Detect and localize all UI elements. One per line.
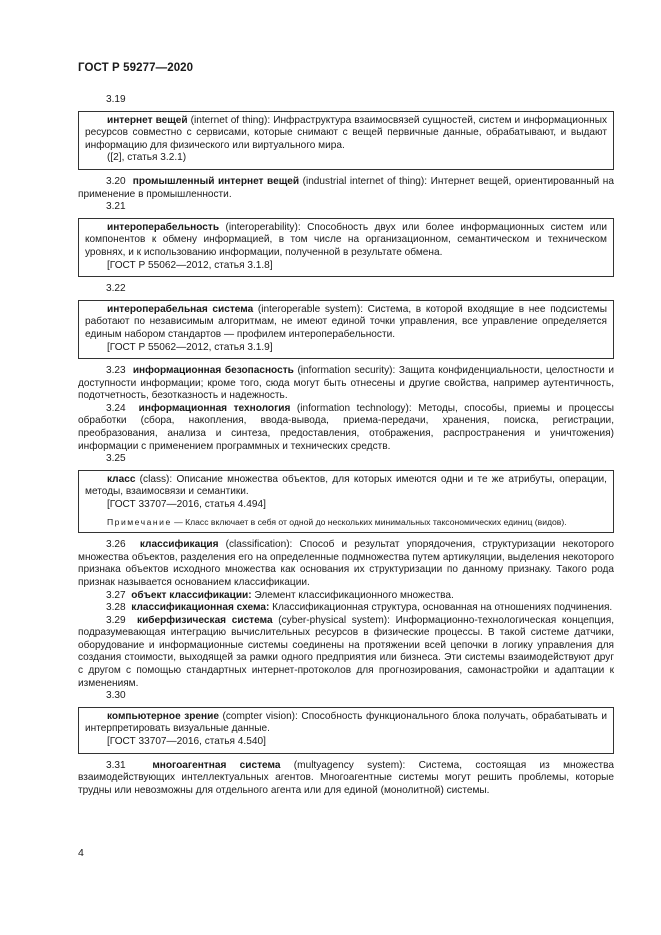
term: интернет вещей	[107, 114, 188, 126]
source-reference: [ГОСТ 33707—2016, статья 4.540]	[107, 736, 266, 748]
entry-number: 3.28	[106, 602, 126, 614]
entry-number: 3.19	[106, 94, 126, 105]
document-header: ГОСТ Р 59277—2020	[78, 62, 194, 74]
term: киберфизическая система	[137, 614, 273, 626]
definition-box	[78, 707, 614, 754]
definition-text	[85, 474, 607, 499]
entry-number: 3.25	[106, 453, 126, 465]
definition-box	[78, 300, 614, 359]
definition-text	[85, 711, 607, 736]
term: объект классификации:	[131, 589, 252, 601]
term: информационная технология	[138, 402, 291, 414]
definition-paragraph	[78, 539, 614, 589]
definition: Элемент классификационного множества.	[251, 589, 454, 601]
source-reference: [ГОСТ 33707—2016, статья 4.494]	[107, 499, 266, 511]
term: промышленный интернет вещей	[132, 175, 300, 187]
definition-box	[78, 218, 614, 277]
definition-paragraph	[78, 403, 614, 453]
definition: (classification): Способ и результат упорядочения, структуризации некоторого множества объектов, разделения его на определенные подмножества путем артикуляции, выделения некоторого признака объектов исходного множества как основания их структуризации по данному признаку. Такого рода признак называется основанием классификации.	[78, 539, 615, 588]
term: компьютерное зрение	[107, 710, 219, 722]
term: класс	[107, 473, 136, 485]
term: интероперабельная система	[107, 303, 254, 315]
entry-number: 3.23	[106, 365, 126, 377]
definition: (cyber-physical system): Информационно-технологическая концепция, подразумевающая интеграцию вычислительных ресурсов в физические процессы. В такой системе датчики, оборудование и информационные системы соединены на протяжении всей цепочки в логику управления для создания стоимости, выходящей за рамки одного предприятия или бизнеса. Эти системы взаимодействуют друг с другом с помощью стандартных интернет-протоколов для прогнозирования, самонастройки и адаптации к изменениям.	[78, 614, 615, 689]
note	[85, 517, 607, 529]
definition-box	[78, 111, 614, 170]
source-reference: ([2], статья 3.2.1)	[107, 152, 187, 164]
entry-number: 3.24	[106, 402, 126, 414]
definition-paragraph	[78, 602, 614, 615]
term: информационная безопасность	[132, 365, 294, 377]
definition: (industrial internet of thing): Интернет вещей, ориентированный на применение в промышленности.	[78, 175, 614, 200]
page-number: 4	[78, 847, 84, 859]
definition-text	[85, 115, 607, 153]
definition: (compter vision): Способность функционального блока получать, обрабатывать и интерпретировать визуальные данные.	[85, 710, 607, 735]
term: интероперабельность	[107, 221, 220, 233]
definition-box	[78, 470, 614, 533]
definition-paragraph	[78, 615, 614, 691]
definition-text	[85, 304, 607, 342]
entry-number: 3.27	[106, 589, 126, 601]
term: многоагентная система	[152, 759, 281, 771]
definition-text	[85, 222, 607, 260]
definition: (internet of thing): Инфраструктура взаимосвязей сущностей, систем и информационных ресурсов совместно с сервисами, которые снимают с вещей первичные данные, обрабатывают, и выдают информацию для физического или виртуального мира.	[85, 114, 608, 151]
definition-paragraph	[78, 365, 614, 403]
entry-number: 3.22	[106, 283, 126, 295]
definition: (interoperable system): Система, в которой входящие в нее подсистемы работают по независимым алгоритмам, не имеют единой точки управления, все управление определяется единым набором стандартов — профилем интероперабельности.	[85, 303, 607, 340]
note-label: Примечание	[107, 516, 172, 527]
definition: (information technology): Методы, способы, приемы и процессы обработки (сбора, накопления, ввода-вывода, приема-передачи, хранения, поиска, регистрации, преобразования, анализа и синтеза, предоставления, отображения, распространения и уничтожения) информации с применением программных и технических средств.	[78, 402, 615, 452]
note-text: — Класс включает в себя от одной до нескольких минимальных таксономических единиц (видов).	[171, 516, 567, 527]
definition: Классификационная структура, основанная на отношениях подчинения.	[269, 602, 613, 614]
definition-paragraph	[78, 760, 614, 798]
entry-number: 3.26	[106, 539, 126, 551]
entry-number: 3.29	[106, 614, 126, 626]
entry-number: 3.20	[106, 175, 126, 187]
document-body	[78, 94, 614, 797]
term: классификация	[139, 539, 219, 551]
definition: (interoperability): Способность двух или более информационных систем или компонентов к обмену информацией, в том числе на организационном, семантическом и техническом уровнях, и к использованию информации, полученной в результате обмена.	[85, 221, 607, 258]
definition: (multyagency system): Система, состоящая из множества взаимодействующих интеллектуальных агентов. Многоагентные системы могут решить проблемы, которые трудны или невозможны для отдельного агента или для единой (монолитной) системы.	[78, 759, 615, 796]
source-reference: [ГОСТ Р 55062—2012, статья 3.1.8]	[107, 259, 273, 271]
definition-paragraph	[78, 176, 614, 201]
definition: (class): Описание множества объектов, для которых имеются одни и те же атрибуты, операции, методы, взаимосвязи и семантики.	[85, 473, 607, 498]
definition-paragraph	[78, 590, 614, 603]
definition: (information security): Защита конфиденциальности, целостности и доступности информации; кроме того, сюда могут быть отнесены и другие свойства, например аутентичность, подотчетность, безотказность и надежность.	[78, 365, 615, 402]
entry-number: 3.21	[106, 201, 126, 213]
term: классификационная схема:	[131, 602, 270, 614]
source-reference: [ГОСТ Р 55062—2012, статья 3.1.9]	[107, 341, 273, 353]
entry-number: 3.31	[106, 759, 126, 771]
entry-number: 3.30	[106, 690, 126, 702]
